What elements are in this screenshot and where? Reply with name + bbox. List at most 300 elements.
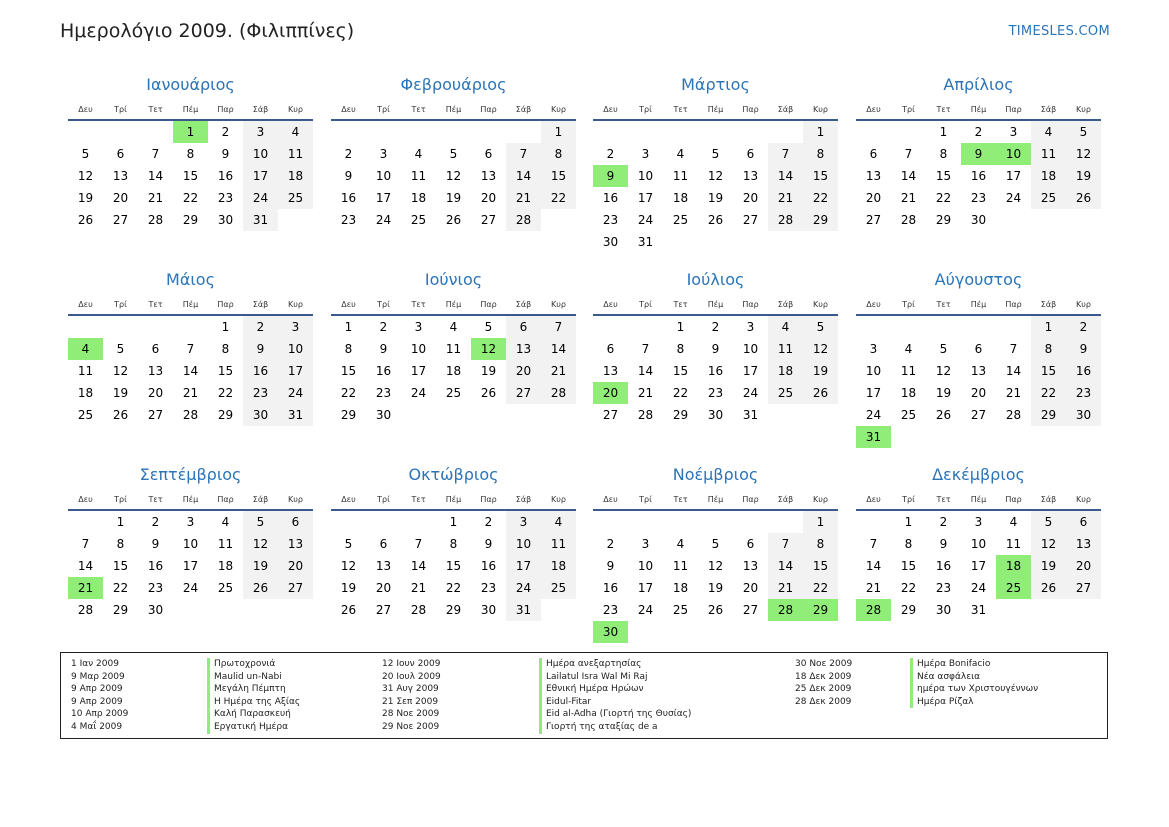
week-row: [331, 121, 576, 143]
day-cell: 5: [484, 320, 493, 334]
day-cell: 15: [217, 364, 234, 378]
empty-cell: [961, 316, 996, 338]
day-cell: 23: [602, 603, 619, 617]
legend-holiday-name: Εργατική Ημέρα: [207, 721, 300, 734]
month-calendar: [331, 463, 576, 621]
day-cell: 13: [970, 364, 987, 378]
day-cell: 15: [541, 165, 576, 187]
weekday-label: Τετ: [411, 300, 426, 309]
day-cell: 15: [182, 169, 199, 183]
empty-cell: [996, 426, 1031, 448]
weekday-header: [593, 101, 838, 121]
day-cell: 2: [606, 537, 615, 551]
day-cell: 2: [221, 125, 230, 139]
day-cell: 13: [480, 169, 497, 183]
day-cell: 3: [243, 121, 278, 143]
day-cell: 30: [970, 213, 987, 227]
empty-cell: [593, 121, 628, 143]
weekday-label: Παρ: [1005, 495, 1022, 504]
day-cell: 24: [1005, 191, 1022, 205]
empty-cell: [1031, 599, 1066, 621]
day-cell: 1: [344, 320, 353, 334]
day-cell: 23: [1066, 382, 1101, 404]
day-cell: 4: [1009, 515, 1018, 529]
day-cell: 19: [935, 386, 952, 400]
weekday-label: Κυρ: [288, 495, 303, 504]
day-cell: 6: [506, 316, 541, 338]
day-cell: 25: [541, 577, 576, 599]
day-cell: 26: [803, 382, 838, 404]
day-cell: 5: [1031, 511, 1066, 533]
empty-cell: [891, 426, 926, 448]
weekday-label: Τρί: [902, 105, 915, 114]
legend-dates-column: [382, 658, 441, 734]
day-cell: 26: [340, 603, 357, 617]
day-cell: 15: [1031, 360, 1066, 382]
legend-date: 9 Απρ 2009: [71, 684, 123, 695]
weekday-label: Σάβ: [515, 495, 532, 504]
day-cell: 24: [375, 213, 392, 227]
week-row: [68, 599, 313, 621]
day-cell: 6: [746, 147, 755, 161]
day-cell: 2: [151, 515, 160, 529]
day-cell: 11: [410, 169, 427, 183]
week-row: [856, 426, 1101, 448]
empty-cell: [173, 316, 208, 338]
day-cell: 17: [243, 165, 278, 187]
day-cell: 5: [243, 511, 278, 533]
day-cell: 8: [186, 147, 195, 161]
day-cell: 19: [707, 191, 724, 205]
day-cell: 2: [974, 125, 983, 139]
holiday-day-cell: 28: [768, 599, 803, 621]
day-cell: 11: [541, 533, 576, 555]
week-row: [856, 511, 1101, 533]
day-cell: 15: [672, 364, 689, 378]
week-row: [331, 577, 576, 599]
day-cell: 17: [637, 191, 654, 205]
day-cell: 29: [935, 213, 952, 227]
day-cell: 26: [480, 386, 497, 400]
empty-cell: [278, 209, 313, 231]
day-cell: 27: [375, 603, 392, 617]
day-cell: 22: [340, 386, 357, 400]
day-cell: 24: [182, 581, 199, 595]
weekday-label: Κυρ: [1076, 300, 1091, 309]
week-row: [593, 316, 838, 338]
weekday-label: Σάβ: [252, 105, 269, 114]
day-cell: 10: [278, 338, 313, 360]
week-row: [68, 511, 313, 533]
day-cell: 18: [217, 559, 234, 573]
month-calendar: [856, 73, 1101, 231]
day-cell: 27: [970, 408, 987, 422]
day-cell: 29: [900, 603, 917, 617]
day-cell: 27: [112, 213, 129, 227]
day-cell: 11: [445, 342, 462, 356]
day-cell: 14: [1005, 364, 1022, 378]
weekday-header: [331, 296, 576, 316]
legend-date: 30 Νοε 2009: [795, 659, 853, 669]
day-cell: 27: [147, 408, 164, 422]
weekday-label: Κυρ: [551, 105, 566, 114]
month-name: Οκτώβριος: [408, 465, 499, 484]
weekday-header: [593, 491, 838, 511]
day-cell: 15: [803, 165, 838, 187]
empty-cell: [401, 121, 436, 143]
empty-cell: [138, 316, 173, 338]
day-cell: 21: [637, 386, 654, 400]
empty-cell: [208, 599, 243, 621]
weekday-label: Τρί: [114, 105, 127, 114]
empty-cell: [803, 231, 838, 253]
day-cell: 22: [803, 577, 838, 599]
weekday-label: Παρ: [480, 495, 497, 504]
weekday-label: Τετ: [148, 105, 163, 114]
holiday-day-cell: 1: [173, 121, 208, 143]
day-cell: 21: [1005, 386, 1022, 400]
week-row: [856, 338, 1101, 360]
day-cell: 26: [707, 603, 724, 617]
holiday-day-cell: 9: [593, 165, 628, 187]
day-cell: 4: [221, 515, 230, 529]
day-cell: 10: [243, 143, 278, 165]
weekday-label: Σάβ: [515, 300, 532, 309]
empty-cell: [698, 231, 733, 253]
day-cell: 18: [672, 191, 689, 205]
day-cell: 18: [768, 360, 803, 382]
week-row: [331, 187, 576, 209]
day-cell: 8: [1031, 338, 1066, 360]
day-cell: 17: [742, 364, 759, 378]
day-cell: 15: [445, 559, 462, 573]
month-calendar: [331, 73, 576, 231]
empty-cell: [961, 426, 996, 448]
legend-holiday-name: Μεγάλη Πέμπτη: [207, 683, 300, 696]
day-cell: 30: [602, 235, 619, 249]
day-cell: 16: [480, 559, 497, 573]
day-cell: 19: [112, 386, 129, 400]
empty-cell: [733, 621, 768, 643]
week-row: [331, 360, 576, 382]
day-cell: 3: [641, 537, 650, 551]
day-cell: 7: [1009, 342, 1018, 356]
legend-holiday-name: Η Ημέρα της Αξίας: [207, 696, 300, 709]
empty-cell: [436, 121, 471, 143]
day-cell: 11: [672, 169, 689, 183]
weekday-label: Τρί: [639, 495, 652, 504]
day-cell: 6: [116, 147, 125, 161]
empty-cell: [698, 121, 733, 143]
week-row: [331, 143, 576, 165]
weekday-header: [856, 491, 1101, 511]
empty-cell: [366, 121, 401, 143]
day-cell: 10: [637, 559, 654, 573]
day-cell: 27: [742, 213, 759, 227]
day-cell: 19: [77, 191, 94, 205]
day-cell: 7: [904, 147, 913, 161]
day-cell: 4: [768, 316, 803, 338]
day-cell: 2: [1066, 316, 1101, 338]
empty-cell: [401, 511, 436, 533]
weekday-label: Κυρ: [551, 495, 566, 504]
day-cell: 19: [340, 581, 357, 595]
holiday-day-cell: 21: [68, 577, 103, 599]
day-cell: 30: [480, 603, 497, 617]
holiday-day-cell: 29: [803, 599, 838, 621]
holiday-day-cell: 10: [996, 143, 1031, 165]
weekday-label: Παρ: [480, 300, 497, 309]
day-cell: 9: [711, 342, 720, 356]
day-cell: 4: [414, 147, 423, 161]
day-cell: 28: [768, 209, 803, 231]
day-cell: 6: [151, 342, 160, 356]
legend-holiday-name: Lailatul Isra Wal Mi Raj: [539, 671, 691, 684]
week-row: [68, 338, 313, 360]
day-cell: 1: [221, 320, 230, 334]
day-cell: 7: [768, 143, 803, 165]
holiday-day-cell: 28: [856, 599, 891, 621]
day-cell: 2: [711, 320, 720, 334]
day-cell: 3: [186, 515, 195, 529]
legend-holiday-name: Ημέρα Bonifacio: [910, 658, 1038, 671]
week-row: [856, 187, 1101, 209]
weekday-label: Σάβ: [777, 495, 794, 504]
brand-link[interactable]: TIMESLES.COM: [1008, 24, 1110, 39]
week-row: [331, 599, 576, 621]
day-cell: 21: [865, 581, 882, 595]
day-cell: 27: [506, 382, 541, 404]
weekday-header: [856, 296, 1101, 316]
day-cell: 19: [243, 555, 278, 577]
day-cell: 29: [182, 213, 199, 227]
week-row: [593, 360, 838, 382]
empty-cell: [243, 599, 278, 621]
weekday-label: Παρ: [1005, 105, 1022, 114]
day-cell: 22: [541, 187, 576, 209]
day-cell: 25: [278, 187, 313, 209]
weekday-label: Παρ: [217, 495, 234, 504]
empty-cell: [436, 404, 471, 426]
empty-cell: [768, 404, 803, 426]
day-cell: 27: [480, 213, 497, 227]
day-cell: 8: [676, 342, 685, 356]
empty-cell: [768, 621, 803, 643]
day-cell: 10: [637, 169, 654, 183]
weekday-label: Κυρ: [1076, 495, 1091, 504]
day-cell: 29: [112, 603, 129, 617]
day-cell: 13: [865, 169, 882, 183]
day-cell: 7: [414, 537, 423, 551]
legend-holiday-name: Eidul-Fitar: [539, 696, 691, 709]
weekday-label: Πέμ: [445, 105, 462, 114]
day-cell: 12: [243, 533, 278, 555]
day-cell: 1: [676, 320, 685, 334]
weekday-label: Δευ: [341, 105, 356, 114]
month-name: Σεπτέμβριος: [139, 465, 242, 484]
day-cell: 21: [541, 360, 576, 382]
day-cell: 3: [746, 320, 755, 334]
day-cell: 20: [742, 191, 759, 205]
day-cell: 31: [970, 603, 987, 617]
day-cell: 31: [742, 408, 759, 422]
legend-holiday-name: Eid al-Adha (Γιορτή της Θυσίας): [539, 708, 691, 721]
weekday-label: Τρί: [902, 300, 915, 309]
day-cell: 5: [116, 342, 125, 356]
empty-cell: [593, 316, 628, 338]
day-cell: 26: [1066, 187, 1101, 209]
day-cell: 13: [375, 559, 392, 573]
weekday-label: Παρ: [1005, 300, 1022, 309]
empty-cell: [1066, 599, 1101, 621]
day-cell: 8: [541, 143, 576, 165]
legend-date: 10 Απρ 2009: [71, 709, 129, 720]
day-cell: 11: [900, 364, 917, 378]
weekday-label: Κυρ: [813, 105, 828, 114]
day-cell: 10: [865, 364, 882, 378]
day-cell: 10: [410, 342, 427, 356]
empty-cell: [103, 316, 138, 338]
week-row: [68, 209, 313, 231]
day-cell: 22: [1031, 382, 1066, 404]
empty-cell: [628, 121, 663, 143]
day-cell: 17: [375, 191, 392, 205]
day-cell: 2: [606, 147, 615, 161]
day-cell: 28: [506, 209, 541, 231]
day-cell: 25: [77, 408, 94, 422]
day-cell: 15: [935, 169, 952, 183]
legend-date: 28 Δεκ 2009: [795, 696, 852, 707]
week-row: [856, 209, 1101, 231]
week-row: [331, 511, 576, 533]
month-calendar: [593, 73, 838, 253]
empty-cell: [173, 599, 208, 621]
day-cell: 9: [379, 342, 388, 356]
weekday-header: [68, 296, 313, 316]
weekday-label: Πέμ: [445, 300, 462, 309]
day-cell: 11: [1031, 143, 1066, 165]
day-cell: 7: [506, 143, 541, 165]
day-cell: 26: [935, 408, 952, 422]
day-cell: 1: [116, 515, 125, 529]
weekday-label: Παρ: [217, 105, 234, 114]
day-cell: 5: [711, 147, 720, 161]
day-cell: 22: [217, 386, 234, 400]
legend-date: 4 Μαΐ 2009: [71, 721, 123, 732]
week-row: [68, 121, 313, 143]
day-cell: 10: [182, 537, 199, 551]
empty-cell: [856, 511, 891, 533]
weekday-label: Σάβ: [777, 300, 794, 309]
weekday-label: Παρ: [742, 300, 759, 309]
empty-cell: [541, 404, 576, 426]
empty-cell: [698, 511, 733, 533]
day-cell: 23: [340, 213, 357, 227]
day-cell: 3: [278, 316, 313, 338]
day-cell: 5: [711, 537, 720, 551]
empty-cell: [593, 511, 628, 533]
day-cell: 11: [768, 338, 803, 360]
day-cell: 23: [243, 382, 278, 404]
day-cell: 12: [935, 364, 952, 378]
day-cell: 28: [182, 408, 199, 422]
day-cell: 13: [742, 559, 759, 573]
holiday-day-cell: 25: [996, 577, 1031, 599]
weekday-header: [331, 101, 576, 121]
day-cell: 23: [602, 213, 619, 227]
week-row: [593, 599, 838, 621]
day-cell: 30: [935, 603, 952, 617]
weekday-label: Παρ: [480, 105, 497, 114]
day-cell: 20: [742, 581, 759, 595]
weekday-label: Δευ: [341, 300, 356, 309]
day-cell: 19: [1066, 165, 1101, 187]
day-cell: 17: [278, 360, 313, 382]
day-cell: 24: [637, 603, 654, 617]
week-row: [331, 404, 576, 426]
day-cell: 3: [414, 320, 423, 334]
day-cell: 29: [445, 603, 462, 617]
day-cell: 25: [672, 603, 689, 617]
day-cell: 7: [186, 342, 195, 356]
day-cell: 18: [672, 581, 689, 595]
month-name: Απρίλιος: [943, 75, 1014, 94]
day-cell: 12: [445, 169, 462, 183]
weekday-label: Τετ: [936, 300, 951, 309]
empty-cell: [366, 511, 401, 533]
day-cell: 2: [484, 515, 493, 529]
empty-cell: [996, 209, 1031, 231]
empty-cell: [68, 511, 103, 533]
holiday-day-cell: 20: [593, 382, 628, 404]
day-cell: 28: [541, 382, 576, 404]
day-cell: 23: [480, 581, 497, 595]
week-row: [856, 143, 1101, 165]
day-cell: 20: [1066, 555, 1101, 577]
weekday-header: [68, 491, 313, 511]
weekday-label: Τετ: [411, 495, 426, 504]
weekday-label: Δευ: [78, 105, 93, 114]
empty-cell: [803, 404, 838, 426]
day-cell: 14: [637, 364, 654, 378]
day-cell: 14: [768, 165, 803, 187]
day-cell: 17: [970, 559, 987, 573]
weekday-label: Πέμ: [707, 495, 724, 504]
day-cell: 3: [974, 515, 983, 529]
day-cell: 10: [506, 533, 541, 555]
month-calendar: [331, 268, 576, 426]
week-row: [856, 121, 1101, 143]
weekday-label: Δευ: [78, 300, 93, 309]
week-row: [331, 165, 576, 187]
day-cell: 6: [278, 511, 313, 533]
empty-cell: [891, 316, 926, 338]
legend-dates-column: [71, 658, 128, 734]
day-cell: 14: [900, 169, 917, 183]
week-row: [856, 577, 1101, 599]
weekday-header: [331, 491, 576, 511]
day-cell: 6: [606, 342, 615, 356]
day-cell: 14: [77, 559, 94, 573]
week-row: [856, 382, 1101, 404]
day-cell: 19: [1031, 555, 1066, 577]
day-cell: 30: [707, 408, 724, 422]
day-cell: 21: [506, 187, 541, 209]
day-cell: 20: [112, 191, 129, 205]
day-cell: 21: [410, 581, 427, 595]
weekday-label: Τρί: [639, 300, 652, 309]
legend-holiday-name: Γιορτή της αταξίας de a: [539, 721, 691, 734]
